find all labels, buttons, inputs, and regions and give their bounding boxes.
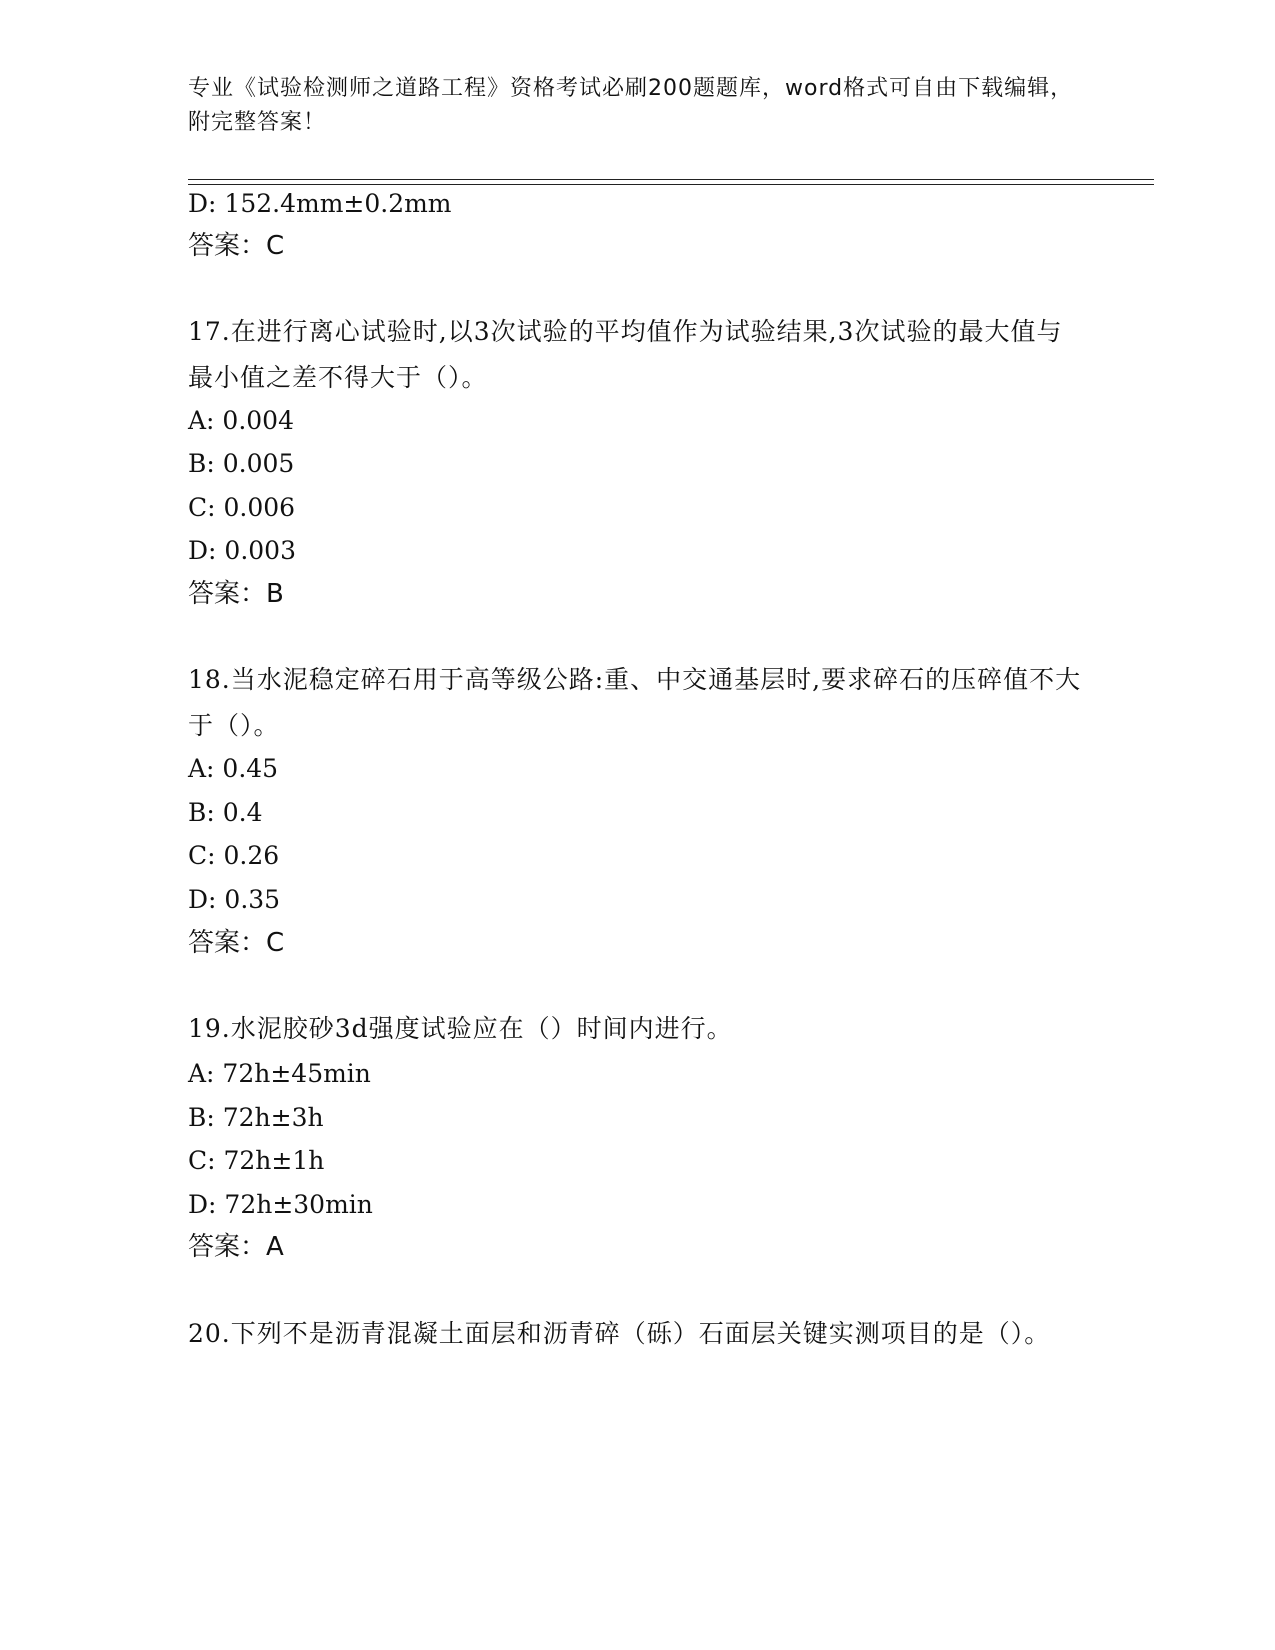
question-17-option-d: D: 0.003	[188, 536, 296, 565]
question-19-option-c: C: 72h±1h	[188, 1146, 325, 1175]
prev-option-d: D: 152.4mm±0.2mm	[188, 189, 452, 218]
question-18-text: 18.当水泥稳定碎石用于高等级公路:重、中交通基层时,要求碎石的压碎值不大于（）。	[188, 665, 1082, 740]
header-divider-top	[188, 179, 1154, 180]
header-divider-bottom	[188, 184, 1154, 185]
question-18-option-c: C: 0.26	[188, 841, 280, 870]
question-17-answer: 答案：B	[188, 579, 284, 609]
question-17-option-c: C: 0.006	[188, 493, 296, 522]
question-17-option-a: A: 0.004	[188, 406, 294, 435]
question-18-option-d: D: 0.35	[188, 885, 281, 914]
question-19-answer: 答案：A	[188, 1232, 284, 1262]
prev-answer: 答案：C	[188, 231, 285, 261]
question-19-option-d: D: 72h±30min	[188, 1190, 373, 1219]
document-header: 专业《试验检测师之道路工程》资格考试必刷200题题库，word格式可自由下载编辑，附完整答案！	[188, 76, 1074, 135]
question-19-option-b: B: 72h±3h	[188, 1103, 324, 1132]
question-17-option-b: B: 0.005	[188, 449, 295, 478]
question-17-text: 17.在进行离心试验时,以3次试验的平均值作为试验结果,3次试验的最大值与最小值之差不得大于（）。	[188, 317, 1063, 392]
question-19-text: 19.水泥胶砂3d强度试验应在（）时间内进行。	[188, 1014, 733, 1043]
question-20-text: 20.下列不是沥青混凝土面层和沥青碎（砾）石面层关键实测项目的是（）。	[188, 1319, 1051, 1348]
question-19-option-a: A: 72h±45min	[188, 1059, 371, 1088]
question-18-option-a: A: 0.45	[188, 754, 279, 783]
question-18-answer: 答案：C	[188, 928, 285, 958]
question-18-option-b: B: 0.4	[188, 798, 263, 827]
